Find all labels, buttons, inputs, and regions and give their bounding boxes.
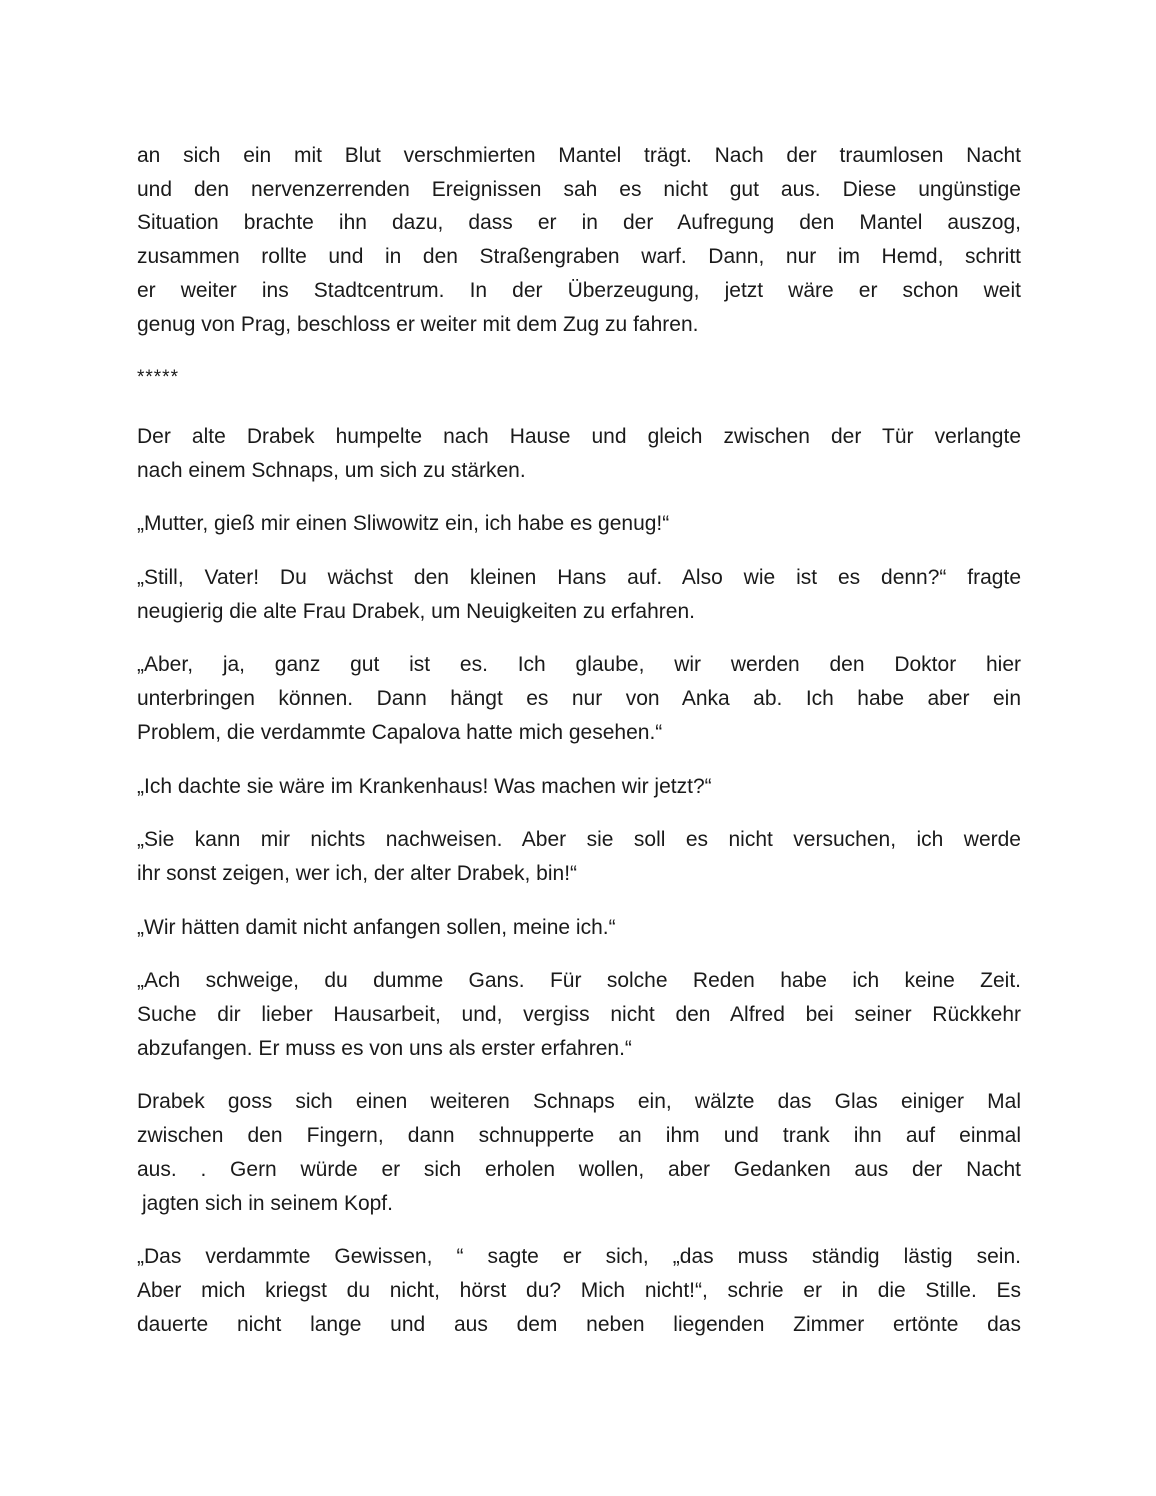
paragraph <box>137 1240 1021 1341</box>
text-line: Problem, die verdammte Capalova hatte mich gesehen.“ <box>137 720 663 744</box>
text-line: genug von Prag, beschloss er weiter mit dem Zug zu fahren. <box>137 312 699 336</box>
document-page <box>137 139 1021 1361</box>
text-line: und den nervenzerrenden Ereignissen sah es nicht gut aus. Diese ungünstige <box>137 177 1021 201</box>
text-line: abzufangen. Er muss es von uns als erster erfahren.“ <box>137 1036 632 1060</box>
section-separator: ***** <box>137 367 179 389</box>
text-line: Der alte Drabek humpelte nach Hause und gleich zwischen der Tür verlangte <box>137 424 1021 448</box>
text-line: „Ich dachte sie wäre im Krankenhaus! Was machen wir jetzt?“ <box>137 774 712 798</box>
text-line: „Aber, ja, ganz gut ist es. Ich glaube, wir werden den Doktor hier <box>137 653 1021 677</box>
paragraph <box>137 507 1021 541</box>
paragraph <box>137 561 1021 628</box>
text-line: Aber mich kriegst du nicht, hörst du? Mich nicht!“, schrie er in die Stille. Es <box>137 1278 1021 1302</box>
text-line: zwischen den Fingern, dann schnupperte an ihm und trank ihn auf einmal <box>137 1124 1021 1148</box>
paragraph <box>137 964 1021 1065</box>
paragraph <box>137 770 1021 804</box>
text-line: an sich ein mit Blut verschmierten Mantel trägt. Nach der traumlosen Nacht <box>137 144 1021 167</box>
text-line: „Wir hätten damit nicht anfangen sollen, meine ich.“ <box>137 915 616 939</box>
text-line: aus. . Gern würde er sich erholen wollen, aber Gedanken aus der Nacht <box>137 1157 1021 1181</box>
paragraph <box>137 911 1021 945</box>
text-line: „Das verdammte Gewissen, “ sagte er sich, „das muss ständig lästig sein. <box>137 1245 1021 1269</box>
paragraph <box>137 1085 1021 1220</box>
text-line: „Still, Vater! Du wächst den kleinen Hans auf. Also wie ist es denn?“ fragte <box>137 566 1021 590</box>
text-line: er weiter ins Stadtcentrum. In der Überzeugung, jetzt wäre er schon weit <box>137 278 1021 302</box>
text-line: unterbringen können. Dann hängt es nur von Anka ab. Ich habe aber ein <box>137 687 1021 711</box>
text-line: „Sie kann mir nichts nachweisen. Aber sie soll es nicht versuchen, ich werde <box>137 828 1021 852</box>
paragraph <box>137 823 1021 890</box>
paragraph <box>137 648 1021 749</box>
text-line: Situation brachte ihn dazu, dass er in der Aufregung den Mantel auszog, <box>137 211 1021 235</box>
paragraph <box>137 139 1021 341</box>
text-line: Suche dir lieber Hausarbeit, und, vergiss nicht den Alfred bei seiner Rückkehr <box>137 1003 1021 1027</box>
text-line: nach einem Schnaps, um sich zu stärken. <box>137 458 526 482</box>
text-line: ihr sonst zeigen, wer ich, der alter Drabek, bin!“ <box>137 861 578 885</box>
paragraph <box>137 420 1021 487</box>
text-line: „Mutter, gieß mir einen Sliwowitz ein, ich habe es genug!“ <box>137 512 670 536</box>
text-line: dauerte nicht lange und aus dem neben liegenden Zimmer ertönte das <box>137 1312 1021 1336</box>
text-line: „Ach schweige, du dumme Gans. Für solche Reden habe ich keine Zeit. <box>137 969 1021 993</box>
text-line: Drabek goss sich einen weiteren Schnaps ein, wälzte das Glas einiger Mal <box>137 1090 1021 1114</box>
text-line: neugierig die alte Frau Drabek, um Neuigkeiten zu erfahren. <box>137 599 695 623</box>
text-line: jagten sich in seinem Kopf. <box>142 1191 393 1215</box>
text-line: zusammen rollte und in den Straßengraben warf. Dann, nur im Hemd, schritt <box>137 245 1021 269</box>
